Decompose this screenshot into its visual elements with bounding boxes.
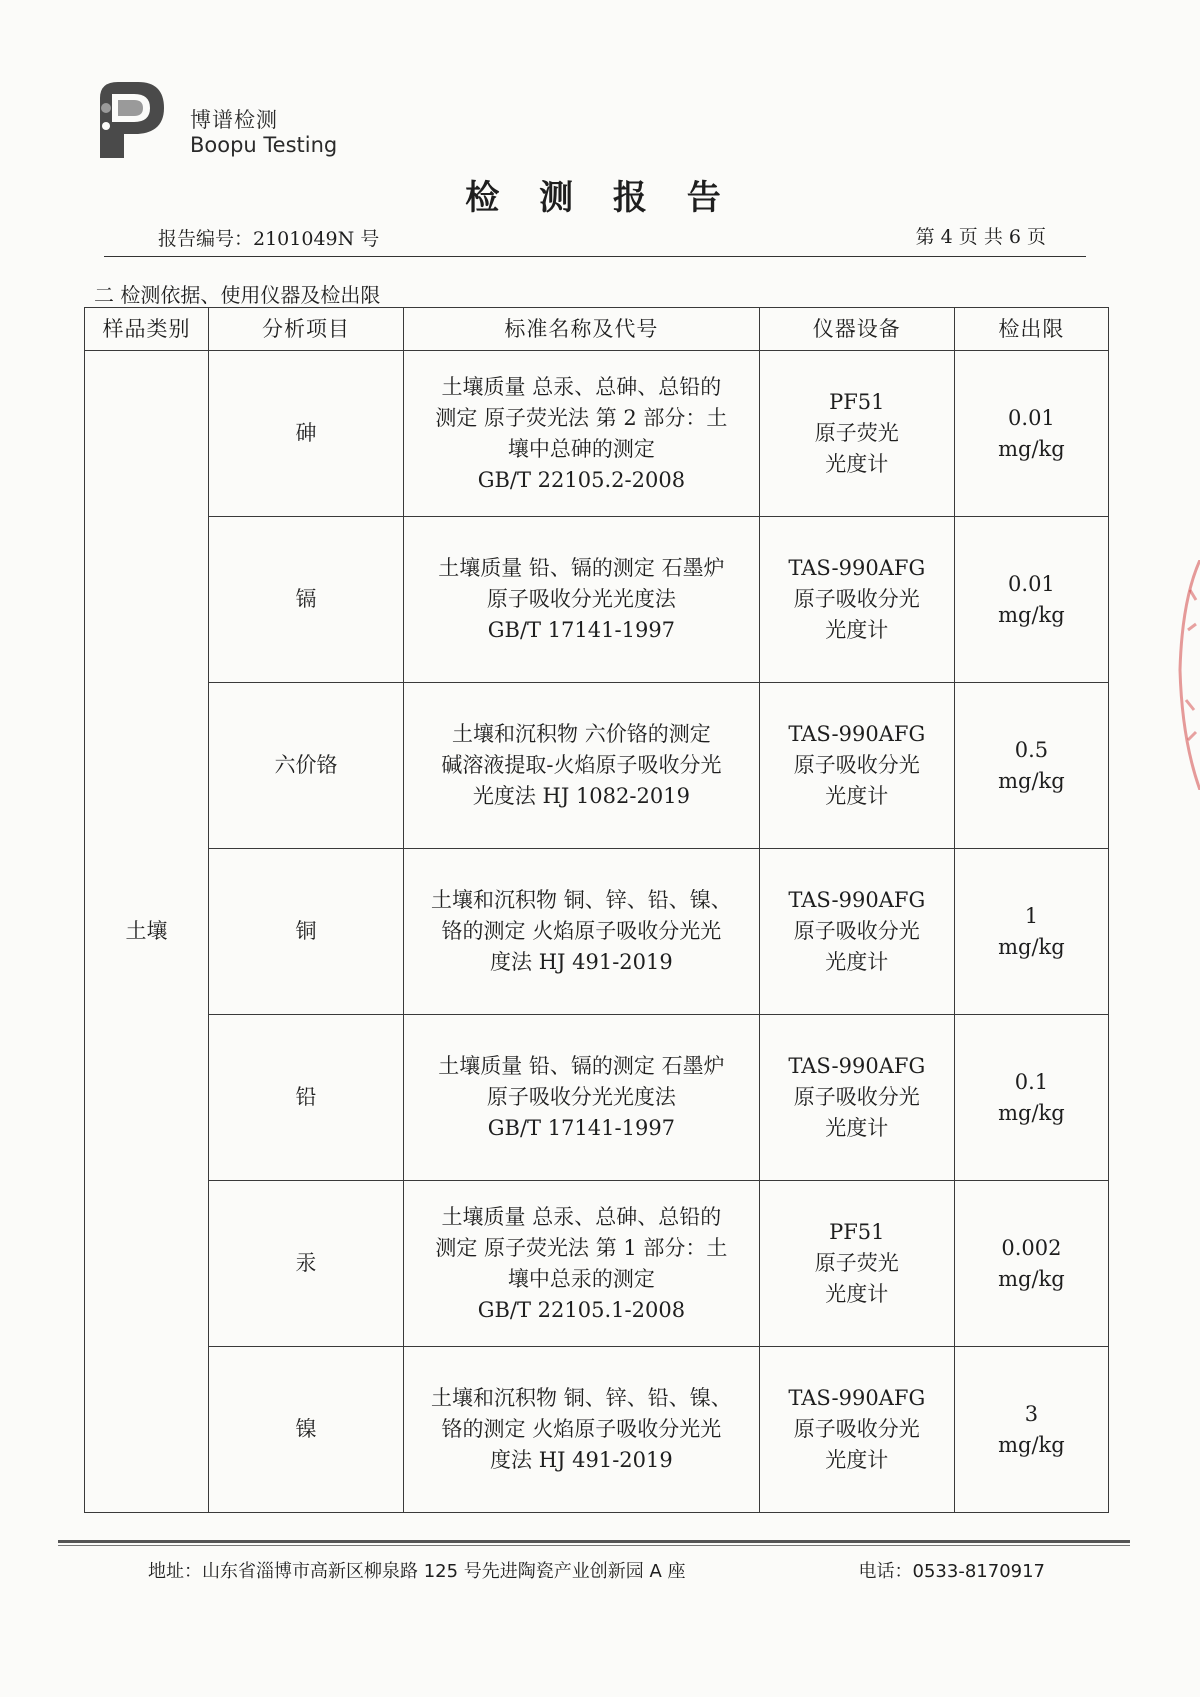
report-number: 报告编号：2101049N 号 <box>158 228 380 250</box>
standard-line: GB/T 17141-1997 <box>487 1116 676 1140</box>
table-row <box>85 849 1109 1015</box>
instrument-line: 原子荧光 <box>814 421 899 445</box>
standard-line: GB/T 22105.2-2008 <box>477 467 686 492</box>
standard-cell <box>404 517 760 683</box>
instrument-line: 原子吸收分光 <box>793 753 920 777</box>
table-body <box>85 351 1109 1513</box>
footer-phone: 电话：0533-8170917 <box>858 1561 1045 1582</box>
instrument-line: 光度计 <box>825 950 889 974</box>
standard-line: 测定 原子荧光法 第 2 部分：土 <box>435 405 728 430</box>
instrument-line: PF51 <box>829 390 885 414</box>
analysis-item-cell: 镉 <box>208 517 403 683</box>
instrument-line: 原子荧光 <box>814 1251 899 1275</box>
detection-limit-cell <box>954 683 1108 849</box>
footer-divider <box>58 1540 1130 1543</box>
standard-line: 土壤和沉积物 铜、锌、铅、镍、 <box>431 1386 732 1410</box>
instrument-line: TAS-990AFG <box>788 1054 926 1078</box>
instrument-cell <box>759 1347 954 1513</box>
instrument-cell <box>759 517 954 683</box>
standard-line: 铬的测定 火焰原子吸收分光光 <box>441 1417 722 1441</box>
table-row <box>85 351 1109 517</box>
detection-limit-line: mg/kg <box>998 436 1065 461</box>
instrument-line: 原子吸收分光 <box>793 1085 920 1109</box>
standard-line: 土壤质量 铅、镉的测定 石墨炉 <box>438 1054 725 1078</box>
detection-limit-cell <box>954 1181 1108 1347</box>
column-header-detection-limit: 检出限 <box>954 308 1108 351</box>
table-row <box>85 1181 1109 1347</box>
instrument-line: TAS-990AFG <box>788 1386 926 1410</box>
instrument-line: TAS-990AFG <box>788 556 926 580</box>
detection-limit-line: mg/kg <box>998 1100 1065 1125</box>
standard-line: 土壤质量 总汞、总砷、总铅的 <box>441 374 722 399</box>
instrument-line: 光度计 <box>825 1282 889 1306</box>
standard-line: GB/T 22105.1-2008 <box>477 1297 686 1322</box>
table-row <box>85 1347 1109 1513</box>
brand-name-cn: 博谱检测 <box>190 108 278 132</box>
detection-limit-cell <box>954 849 1108 1015</box>
standard-line: 原子吸收分光光度法 <box>486 1085 676 1109</box>
standard-line: 度法 HJ 491-2019 <box>490 1448 673 1472</box>
instrument-line: 光度计 <box>825 1448 889 1472</box>
standard-line: 土壤质量 总汞、总砷、总铅的 <box>441 1204 722 1229</box>
instrument-cell <box>759 351 954 517</box>
instrument-line: TAS-990AFG <box>788 722 926 746</box>
standard-line: 铬的测定 火焰原子吸收分光光 <box>441 919 722 943</box>
detection-limit-cell <box>954 1015 1108 1181</box>
standard-cell <box>404 1181 760 1347</box>
standard-line: 土壤和沉积物 六价铬的测定 <box>452 722 711 746</box>
column-header-standard: 标准名称及代号 <box>404 308 760 351</box>
instrument-line: PF51 <box>829 1220 885 1244</box>
sample-type-cell: 土壤 <box>85 351 209 1513</box>
standard-line: 原子吸收分光光度法 <box>486 587 676 611</box>
standard-cell <box>404 1347 760 1513</box>
standard-line: 测定 原子荧光法 第 1 部分：土 <box>435 1235 728 1260</box>
detection-limit-line: 0.01 <box>1008 571 1055 596</box>
detection-limit-line: 0.002 <box>1001 1235 1062 1260</box>
detection-limit-line: 0.5 <box>1014 737 1049 762</box>
detection-limit-line: mg/kg <box>998 1266 1065 1291</box>
analysis-item-cell: 铜 <box>208 849 403 1015</box>
standard-cell <box>404 849 760 1015</box>
analysis-item-cell: 镍 <box>208 1347 403 1513</box>
footer-divider-thin <box>58 1545 1130 1546</box>
section-title: 二 检测依据、使用仪器及检出限 <box>94 283 381 307</box>
instrument-line: 光度计 <box>825 452 889 476</box>
report-title: 检 测 报 告 <box>465 178 735 218</box>
column-header-instrument: 仪器设备 <box>759 308 954 351</box>
standard-line: 度法 HJ 491-2019 <box>490 950 673 974</box>
analysis-item-cell: 六价铬 <box>208 683 403 849</box>
standard-cell <box>404 1015 760 1181</box>
standard-line: 壤中总汞的测定 <box>507 1266 655 1291</box>
page-info: 第 4 页 共 6 页 <box>915 226 1046 248</box>
instrument-line: 光度计 <box>825 618 889 642</box>
footer-address: 地址：山东省淄博市高新区柳泉路 125 号先进陶瓷产业创新园 A 座 <box>148 1561 686 1582</box>
detection-limit-line: 3 <box>1024 1401 1039 1426</box>
detection-limit-line: 0.1 <box>1014 1069 1049 1094</box>
detection-limit-line: mg/kg <box>998 934 1065 959</box>
detection-limit-line: mg/kg <box>998 1432 1065 1457</box>
instrument-line: 光度计 <box>825 784 889 808</box>
table-row <box>85 1015 1109 1181</box>
table-row <box>85 683 1109 849</box>
column-header-analysis-item: 分析项目 <box>208 308 403 351</box>
seal-stamp-edge-icon <box>1176 560 1200 790</box>
header-divider <box>104 256 1086 257</box>
table-row <box>85 517 1109 683</box>
instrument-line: 光度计 <box>825 1116 889 1140</box>
standard-cell <box>404 683 760 849</box>
instrument-cell <box>759 1181 954 1347</box>
analysis-item-cell: 铅 <box>208 1015 403 1181</box>
instrument-cell <box>759 683 954 849</box>
instrument-cell <box>759 1015 954 1181</box>
instrument-line: TAS-990AFG <box>788 888 926 912</box>
boopu-logo-icon <box>98 78 170 162</box>
standard-line: 光度法 HJ 1082-2019 <box>472 784 690 808</box>
analysis-item-cell: 汞 <box>208 1181 403 1347</box>
standard-cell <box>404 351 760 517</box>
standard-line: 土壤和沉积物 铜、锌、铅、镍、 <box>431 888 732 912</box>
testing-basis-table <box>84 307 1109 1513</box>
instrument-line: 原子吸收分光 <box>793 1417 920 1441</box>
detection-limit-line: mg/kg <box>998 602 1065 627</box>
brand-name-en: Boopu Testing <box>190 133 338 157</box>
instrument-line: 原子吸收分光 <box>793 587 920 611</box>
standard-line: 碱溶液提取-火焰原子吸收分光 <box>441 753 722 777</box>
standard-line: 土壤质量 铅、镉的测定 石墨炉 <box>438 556 725 580</box>
detection-limit-line: 1 <box>1024 903 1039 928</box>
detection-limit-cell <box>954 1347 1108 1513</box>
detection-limit-line: 0.01 <box>1008 405 1055 430</box>
table-header-row <box>85 308 1109 351</box>
standard-line: 壤中总砷的测定 <box>507 436 655 461</box>
analysis-item-cell: 砷 <box>208 351 403 517</box>
instrument-cell <box>759 849 954 1015</box>
detection-limit-cell <box>954 351 1108 517</box>
detection-limit-line: mg/kg <box>998 768 1065 793</box>
column-header-sample-type: 样品类别 <box>85 308 209 351</box>
detection-limit-cell <box>954 517 1108 683</box>
standard-line: GB/T 17141-1997 <box>487 618 676 642</box>
instrument-line: 原子吸收分光 <box>793 919 920 943</box>
